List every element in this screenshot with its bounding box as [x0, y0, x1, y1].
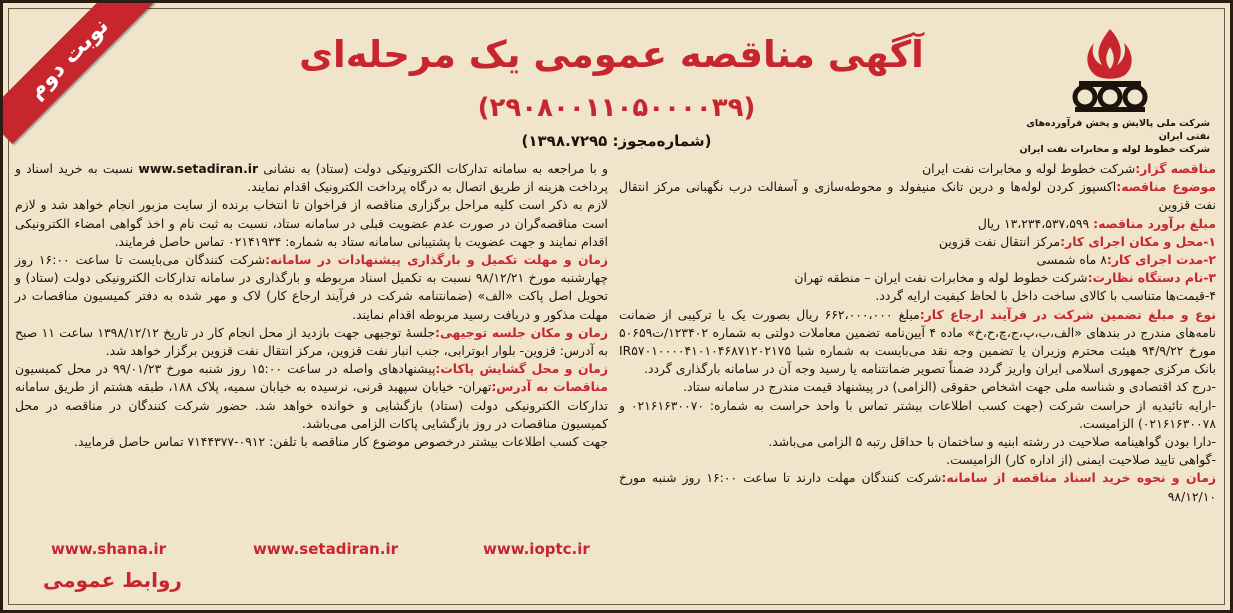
briefing-session-label: زمان و مکان جلسه توجیهی: [435, 324, 608, 340]
work-duration [619, 251, 1216, 269]
submission-deadline [15, 251, 608, 324]
tender-subject-label: موضوع مناقصه: [1116, 179, 1216, 195]
opening-envelopes-label: زمان و محل گشایش پاکات: [435, 361, 608, 377]
commission-address-text: تهران- خیابان سپهبد قرنی، نرسیده به خیابان سمیه، پلاک ۱۸۸، طبقه هشتم از طریق سامانه تدارکات الکترونیکی دولت (ستاد) بازگشایی و خوانده خواهد شد. حضور شرکت کنندگان در مناقصه در محل کمیسیون مناقصات در روز بازگشایی پاکات الزامی می‌باشد. [15, 379, 608, 431]
setad-link-inline[interactable]: www.setadiran.ir [138, 161, 259, 176]
purchase-text-b: نسبت به خرید اسناد و پرداخت هزینه از طریق اتصال به درگاه پرداخت الکترونیک اقدام نمایند. [15, 161, 608, 195]
setadiran-link[interactable]: www.setadiran.ir [253, 540, 399, 558]
tender-holder-text: شرکت خطوط لوله و مخابرات نفت ایران [922, 161, 1136, 176]
ioptc-link[interactable]: www.ioptc.ir [483, 540, 590, 558]
guarantee-text: مبلغ ۶۶۲،۰۰۰،۰۰۰ ریال بصورت یک یا ترکیبی از ضمانت نامه‌های مندرج در بندهای «الف،ب،پ،ج،چ،ح،خ» ماده ۴ آیین‌نامه تضمین معاملات دولتی به شماره ۱۲۳۴۰۲/ت۵۰۶۵۹ مورخ ۹۴/۹/۲۲ هیئت محترم وزیران یا تضمین وجه نقد می‌بایست به شماره شبا IR۵۷۰۱۰۰۰۰۴۱۰۱۰۴۶۸۷۱۲۰۲۱۷۵ بانک مرکزی جمهوری اسلامی ایران واریز گردد ضمناً تصویر ضمانتنامه یا رسید وجه آن در سامانه بارگذاری گردد. [619, 306, 1216, 377]
shana-link[interactable]: www.shana.ir [51, 540, 167, 558]
right-column [619, 160, 1216, 506]
work-location [619, 233, 1216, 251]
tender-subject-text: اکسپوز کردن لوله‌ها و درین تانک منیفولد و محوطه‌سازی و آسفالت درب نگهبانی مرکز انتقال نفت قزوین [619, 179, 1216, 213]
oil-flame-logo-icon [1055, 25, 1165, 117]
estimate-amount-label: مبلغ برآورد مناقصه: [1093, 215, 1216, 231]
supervisor [619, 269, 1216, 287]
briefing-session-text: جلسهٔ توجیهی جهت بازدید از محل انجام کار در تاریخ ۱۳۹۸/۱۲/۱۲ ساعت ۱۱ صبح به آدرس: قزوین- بلوار ابوترابی، جنب انبار نفت قزوین، مرکز انتقال نفت قزوین برگزار خواهد شد. [15, 324, 608, 359]
tender-holder-label: مناقصه گزار: [1135, 161, 1216, 176]
work-location-text: مرکز انتقال نفت قزوین [938, 233, 1061, 249]
guarantee [619, 306, 1216, 379]
safety-note: -گواهی تایید صلاحیت ایمنی (از اداره کار) الزامیست. [946, 452, 1216, 468]
opening-envelopes [15, 360, 608, 433]
submission-deadline-text: شرکت کنندگان می‌بایست تا ساعت ۱۶:۰۰ روز چهارشنبه مورخ ۹۸/۱۲/۲۱ نسبت به تکمیل اسناد مربوطه و بارگذاری در سامانه تدارکات الکترونیکی دولت (ستاد) و تحویل اصل پاکت «الف» (ضمانتنامه شرکت در فرآیند ارجاع کار) لاک و مهر شده به دفتر کمیسیون مناقصات در مهلت مذکور و دریافت رسید مربوطه اقدام نمایند. [15, 252, 608, 322]
tender-subject [619, 178, 1216, 214]
estimate-amount-text: ۱۳،۲۳۴،۵۳۷،۵۹۹ ریال [977, 215, 1090, 231]
document-purchase-label: زمان و نحوه خرید اسناد مناقصه از سامانه: [941, 470, 1216, 486]
notice-title: آگهی مناقصه عمومی یک مرحله‌ای [299, 33, 924, 76]
document-purchase [619, 469, 1216, 505]
tender-code: (۲۹۰۸۰۰۱۱۰۵۰۰۰۰۳۹) [477, 93, 756, 123]
work-duration-label: ۲-مدت اجرای کار: [1106, 252, 1216, 268]
commission-address-label: مناقصات به آدرس: [491, 379, 608, 395]
supervisor-label: ۳-نام دستگاه نظارت: [1087, 270, 1216, 286]
opening-envelopes-text: پیشنهادهای واصله در ساعت ۱۵:۰۰ روز شنبه مورخ ۹۹/۰۱/۲۳ در محل کمیسیون [15, 361, 436, 377]
contact-info: جهت کسب اطلاعات بیشتر درخصوص موضوع کار مناقصه با تلفن: ۰۹۱۲-۷۱۴۴۳۷۷ تماس حاصل فرمایید. [74, 434, 608, 450]
supervisor-text: شرکت خطوط لوله و مخابرات نفت ایران – منطقه تهران [794, 270, 1088, 286]
registration-note: لازم به ذکر است کلیه مراحل برگزاری مناقصه از فراخوان تا انتخاب برنده از سایت مزبور انجام خواهد شد و لازم است مناقصه‌گران در صورت عدم عضویت قبلی در سامانه ستاد، نسبت به ثبت نام و اخذ گواهی امضاء الکترونیکی اقدام نمایند و جهت عضویت با پشتیبانی سامانه ستاد به شماره: ۰۲۱۴۱۹۳۴ تماس حاصل فرمایند. [15, 197, 608, 249]
price-note: ۴-قیمت‌ها متناسب با کالای ساخت داخل با لحاظ کیفیت ارایه گردد. [875, 288, 1216, 304]
org-line-1: شرکت ملی پالایش و پخش فرآورده‌های نفتی ایران [1026, 118, 1210, 142]
purchase-instructions [15, 160, 608, 196]
economic-code-note: -درج کد اقتصادی و شناسه ملی جهت اشخاص حقوقی (الزامی) در پیشنهاد قیمت مندرج در سامانه ستاد. [683, 379, 1216, 395]
website-links [15, 540, 615, 560]
public-relations: روابط عمومی [43, 568, 182, 592]
work-duration-text: ۸ ماه شمسی [1036, 252, 1107, 268]
left-column [15, 160, 608, 451]
security-approval-note: -ارایه تائیدیه از حراست شرکت (جهت کسب اطلاعات بیشتر تماس با واحد حراست به شماره: ۰۲۱۶۱۶۳۰۰۷۰ و ۰۲۱۶۱۶۳۰۰۷۸) الزامیست. [619, 397, 1216, 431]
briefing-session [15, 324, 608, 360]
submission-deadline-label: زمان و مهلت تکمیل و بارگذاری پیشنهادات در سامانه: [265, 252, 609, 268]
org-line-2: شرکت خطوط لوله و مخابرات نفت ایران [1019, 144, 1210, 155]
purchase-text-a: و با مراجعه به سامانه تدارکات الکترونیکی دولت (ستاد) به نشانی [263, 161, 608, 176]
company-logo [1000, 25, 1210, 155]
organization-name [1000, 117, 1210, 156]
work-location-label: ۱-محل و مکان اجرای کار: [1060, 233, 1216, 249]
second-run-ribbon: نوبت دوم [0, 0, 154, 144]
permit-number: (شماره‌مجوز: ۱۳۹۸.۷۲۹۵) [521, 132, 712, 150]
qualification-note: -دارا بودن گواهینامه صلاحیت در رشته ابنیه و ساختمان با حداقل رتبه ۵ الزامی می‌باشد. [768, 434, 1216, 450]
estimate-amount [619, 215, 1216, 233]
document-purchase-text: شرکت کنندگان مهلت دارند تا ساعت ۱۶:۰۰ روز شنبه مورخ ۹۸/۱۲/۱۰ [619, 470, 1216, 504]
guarantee-label: نوع و مبلغ تضمین شرکت در فرآیند ارجاع کار: [919, 306, 1216, 322]
tender-holder [619, 160, 1216, 178]
